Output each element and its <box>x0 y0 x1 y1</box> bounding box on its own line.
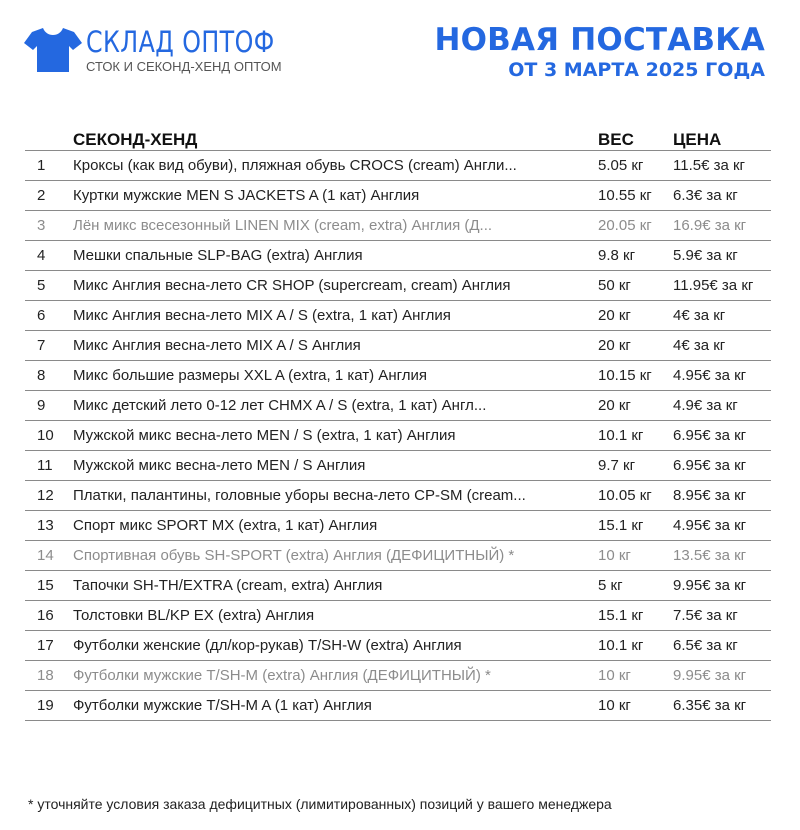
table-header-row <box>25 124 771 151</box>
table-row <box>25 601 771 631</box>
row-number: 2 <box>25 181 73 211</box>
row-weight: 10 кг <box>598 691 673 721</box>
table-row <box>25 421 771 451</box>
footnote: * уточняйте условия заказа дефицитных (лимитированных) позиций у вашего менеджера <box>28 796 612 812</box>
row-weight: 9.7 кг <box>598 451 673 481</box>
row-number: 4 <box>25 241 73 271</box>
row-price: 7.5€ за кг <box>673 601 771 631</box>
row-name: Платки, палантины, головные уборы весна-лето CP-SM (cream... <box>73 481 598 511</box>
row-number: 17 <box>25 631 73 661</box>
row-price: 16.9€ за кг <box>673 211 771 241</box>
row-price: 6.95€ за кг <box>673 451 771 481</box>
row-weight: 10.1 кг <box>598 421 673 451</box>
table-row <box>25 211 771 241</box>
row-number: 6 <box>25 301 73 331</box>
row-weight: 10 кг <box>598 661 673 691</box>
row-price: 4.95€ за кг <box>673 361 771 391</box>
row-name: Толстовки BL/KP EX (extra) Англия <box>73 601 598 631</box>
row-weight: 20.05 кг <box>598 211 673 241</box>
row-weight: 10.55 кг <box>598 181 673 211</box>
row-price: 13.5€ за кг <box>673 541 771 571</box>
row-weight: 10.05 кг <box>598 481 673 511</box>
row-weight: 10 кг <box>598 541 673 571</box>
row-price: 4€ за кг <box>673 331 771 361</box>
row-name: Кроксы (как вид обуви), пляжная обувь CROCS (cream) Англи... <box>73 151 598 181</box>
table-row <box>25 511 771 541</box>
row-number: 3 <box>25 211 73 241</box>
row-weight: 5 кг <box>598 571 673 601</box>
row-price: 9.95€ за кг <box>673 661 771 691</box>
table-row <box>25 361 771 391</box>
row-weight: 10.15 кг <box>598 361 673 391</box>
row-weight: 15.1 кг <box>598 511 673 541</box>
table-row <box>25 241 771 271</box>
row-price: 9.95€ за кг <box>673 571 771 601</box>
table-row <box>25 301 771 331</box>
row-weight: 5.05 кг <box>598 151 673 181</box>
row-number: 10 <box>25 421 73 451</box>
table-body <box>25 151 771 721</box>
page-header <box>0 0 800 100</box>
row-price: 8.95€ за кг <box>673 481 771 511</box>
row-weight: 20 кг <box>598 391 673 421</box>
column-header-price: ЦЕНА <box>673 124 771 151</box>
row-name: Спортивная обувь SH-SPORT (extra) Англия (ДЕФИЦИТНЫЙ) * <box>73 541 598 571</box>
headline <box>434 22 765 82</box>
row-name: Мужской микс весна-лето MEN / S (extra, 1 кат) Англия <box>73 421 598 451</box>
row-name: Микс Англия весна-лето CR SHOP (supercream, cream) Англия <box>73 271 598 301</box>
row-number: 5 <box>25 271 73 301</box>
row-number: 9 <box>25 391 73 421</box>
table-row <box>25 661 771 691</box>
row-weight: 15.1 кг <box>598 601 673 631</box>
table-row <box>25 181 771 211</box>
headline-title: НОВАЯ ПОСТАВКА <box>434 22 765 58</box>
row-name: Микс Англия весна-лето MIX A / S (extra, 1 кат) Англия <box>73 301 598 331</box>
t-shirt-icon <box>24 26 82 74</box>
column-header-weight: ВЕС <box>598 124 673 151</box>
logo-subtitle: СТОК И СЕКОНД-ХЕНД ОПТОМ <box>86 59 282 74</box>
row-price: 6.35€ за кг <box>673 691 771 721</box>
row-price: 6.95€ за кг <box>673 421 771 451</box>
row-name: Футболки мужские T/SH-M A (1 кат) Англия <box>73 691 598 721</box>
row-name: Тапочки SH-TH/EXTRA (cream, extra) Англия <box>73 571 598 601</box>
row-number: 14 <box>25 541 73 571</box>
row-price: 6.5€ за кг <box>673 631 771 661</box>
column-header-name: СЕКОНД-ХЕНД <box>73 124 598 151</box>
table-row <box>25 631 771 661</box>
row-weight: 9.8 кг <box>598 241 673 271</box>
row-name: Мешки спальные SLP-BAG (extra) Англия <box>73 241 598 271</box>
table-row <box>25 571 771 601</box>
row-price: 6.3€ за кг <box>673 181 771 211</box>
row-weight: 20 кг <box>598 301 673 331</box>
row-name: Футболки женские (дл/кор-рукав) T/SH-W (extra) Англия <box>73 631 598 661</box>
table-row <box>25 151 771 181</box>
row-price: 4.95€ за кг <box>673 511 771 541</box>
row-price: 5.9€ за кг <box>673 241 771 271</box>
row-price: 4€ за кг <box>673 301 771 331</box>
logo-title: СКЛАД ОПТОФ <box>86 25 275 59</box>
row-price: 11.95€ за кг <box>673 271 771 301</box>
table-row <box>25 331 771 361</box>
row-number: 13 <box>25 511 73 541</box>
row-number: 1 <box>25 151 73 181</box>
row-weight: 10.1 кг <box>598 631 673 661</box>
row-number: 18 <box>25 661 73 691</box>
row-name: Футболки мужские T/SH-M (extra) Англия (ДЕФИЦИТНЫЙ) * <box>73 661 598 691</box>
row-name: Спорт микс SPORT MX (extra, 1 кат) Англия <box>73 511 598 541</box>
row-weight: 50 кг <box>598 271 673 301</box>
table-row <box>25 271 771 301</box>
row-price: 4.9€ за кг <box>673 391 771 421</box>
table-row <box>25 541 771 571</box>
row-number: 16 <box>25 601 73 631</box>
row-number: 8 <box>25 361 73 391</box>
row-name: Микс детский лето 0-12 лет CHMX A / S (extra, 1 кат) Англ... <box>73 391 598 421</box>
column-header-number <box>25 124 73 151</box>
price-table <box>25 124 771 721</box>
row-weight: 20 кг <box>598 331 673 361</box>
table-row <box>25 481 771 511</box>
row-number: 11 <box>25 451 73 481</box>
table-row <box>25 391 771 421</box>
row-name: Микс большие размеры XXL A (extra, 1 кат) Англия <box>73 361 598 391</box>
table-row <box>25 451 771 481</box>
row-price: 11.5€ за кг <box>673 151 771 181</box>
row-number: 19 <box>25 691 73 721</box>
table-row <box>25 691 771 721</box>
headline-date: ОТ 3 МАРТА 2025 ГОДА <box>508 59 765 81</box>
row-number: 15 <box>25 571 73 601</box>
row-number: 12 <box>25 481 73 511</box>
row-name: Лён микс всесезонный LINEN MIX (cream, extra) Англия (Д... <box>73 211 598 241</box>
row-number: 7 <box>25 331 73 361</box>
logo-text <box>86 26 316 75</box>
row-name: Куртки мужские MEN S JACKETS A (1 кат) Англия <box>73 181 598 211</box>
logo <box>24 26 316 75</box>
row-name: Микс Англия весна-лето MIX A / S Англия <box>73 331 598 361</box>
row-name: Мужской микс весна-лето MEN / S Англия <box>73 451 598 481</box>
